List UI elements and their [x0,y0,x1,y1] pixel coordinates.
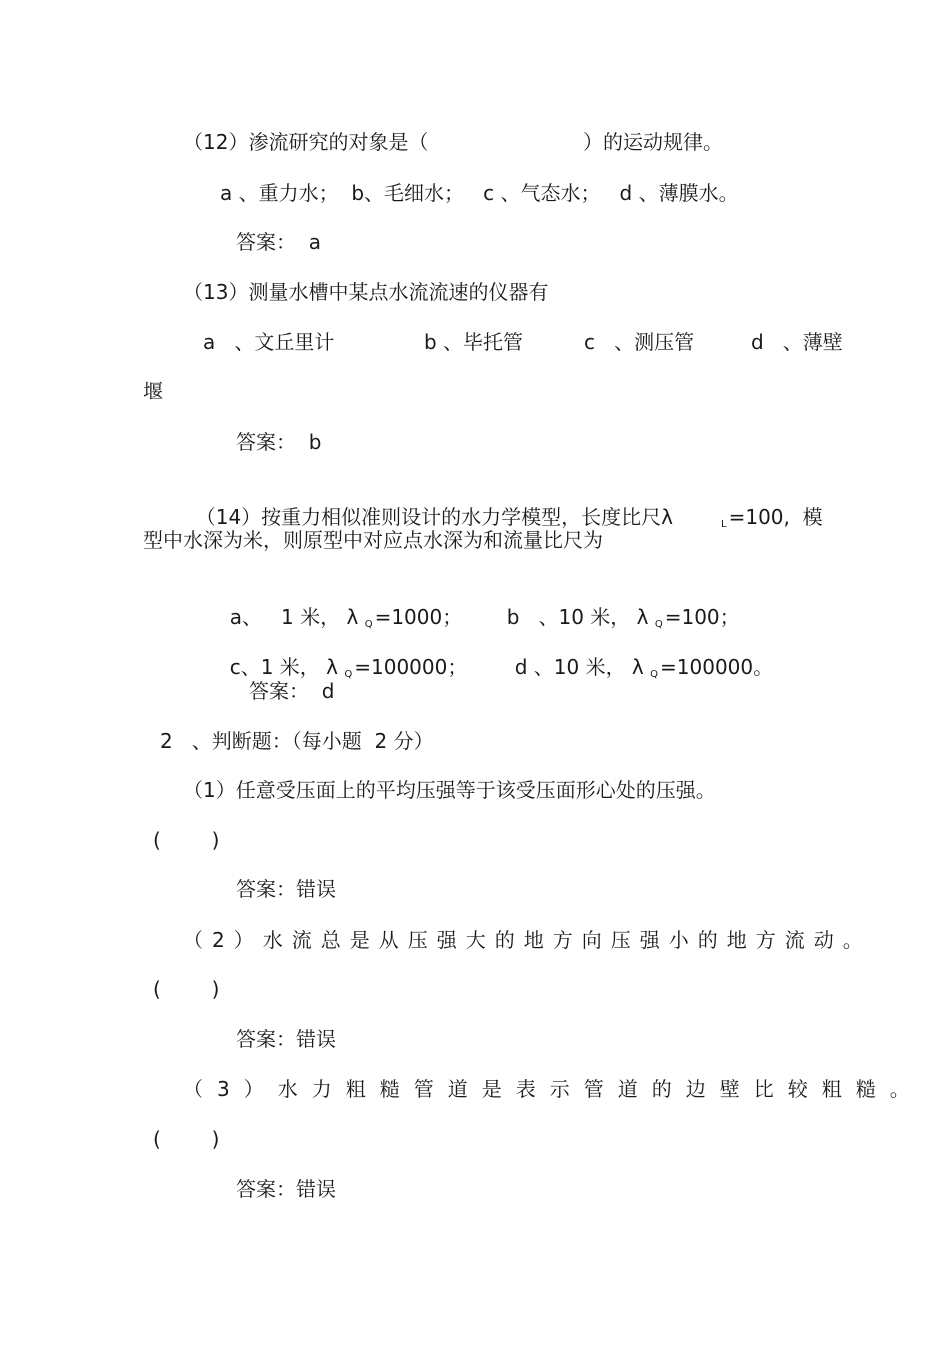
q14-subscript-q: Q [650,669,659,680]
q14-option-d: d 、10 米， λ Q =100000。 [514,655,774,680]
q13-option-d: d 、薄壁 [751,330,843,354]
q14-option-c: c、1 米， λ Q =100000； [229,655,468,680]
j3-stem: （3）水力粗糙管道是表示管道的边壁比较粗糙。 [183,1077,924,1101]
q14-stem-b: =100, 模 [728,505,823,529]
j2-answer: 答案：错误 [236,1027,336,1051]
q13-answer: 答案： b [236,430,322,454]
q14-option-a: a、 1 米， λ Q =1000； [229,605,463,630]
q14-subscript-q: Q [364,619,373,630]
q13-stem: （13）测量水槽中某点水流流速的仪器有 [183,280,549,304]
q13-option-c: c 、测压管 [584,330,695,354]
q14-answer: 答案： d [249,679,335,703]
q13-option-a: a 、文丘里计 [203,330,335,354]
q13-option-b: b 、毕托管 [424,330,524,354]
q12-options: a 、重力水； b、毛细水； c 、气态水； d 、薄膜水。 [220,181,739,205]
q13-continuation: 堰 [143,379,163,403]
j3-answer-blank: ( ) [153,1127,220,1151]
q12-stem-a: （12）渗流研究的对象是（ [183,130,429,154]
j1-answer-blank: ( ) [153,828,220,852]
j2-stem: （2）水流总是从压强大的地方向压强小的地方流动。 [183,928,872,952]
q14-option-b: b 、10 米， λ Q =100； [506,605,740,630]
q14-subscript-l: L [721,519,727,530]
section-heading: 2 、判断题：（每小题 2 分） [160,729,434,753]
q12-stem-b: ）的运动规律。 [583,130,723,154]
j2-answer-blank: ( ) [153,977,220,1001]
q12-answer: 答案： a [236,230,321,254]
j1-stem: （1）任意受压面上的平均压强等于该受压面形心处的压强。 [183,778,716,802]
j1-answer: 答案：错误 [236,877,336,901]
j3-answer: 答案：错误 [236,1177,336,1201]
q14-stem-a: （14）按重力相似准则设计的水力学模型，长度比尺λ [195,505,674,529]
q14-subscript-q: Q [654,619,663,630]
q14-stem-line2: 型中水深为米，则原型中对应点水深为和流量比尺为 [143,528,603,552]
q14-subscript-q: Q [344,669,353,680]
